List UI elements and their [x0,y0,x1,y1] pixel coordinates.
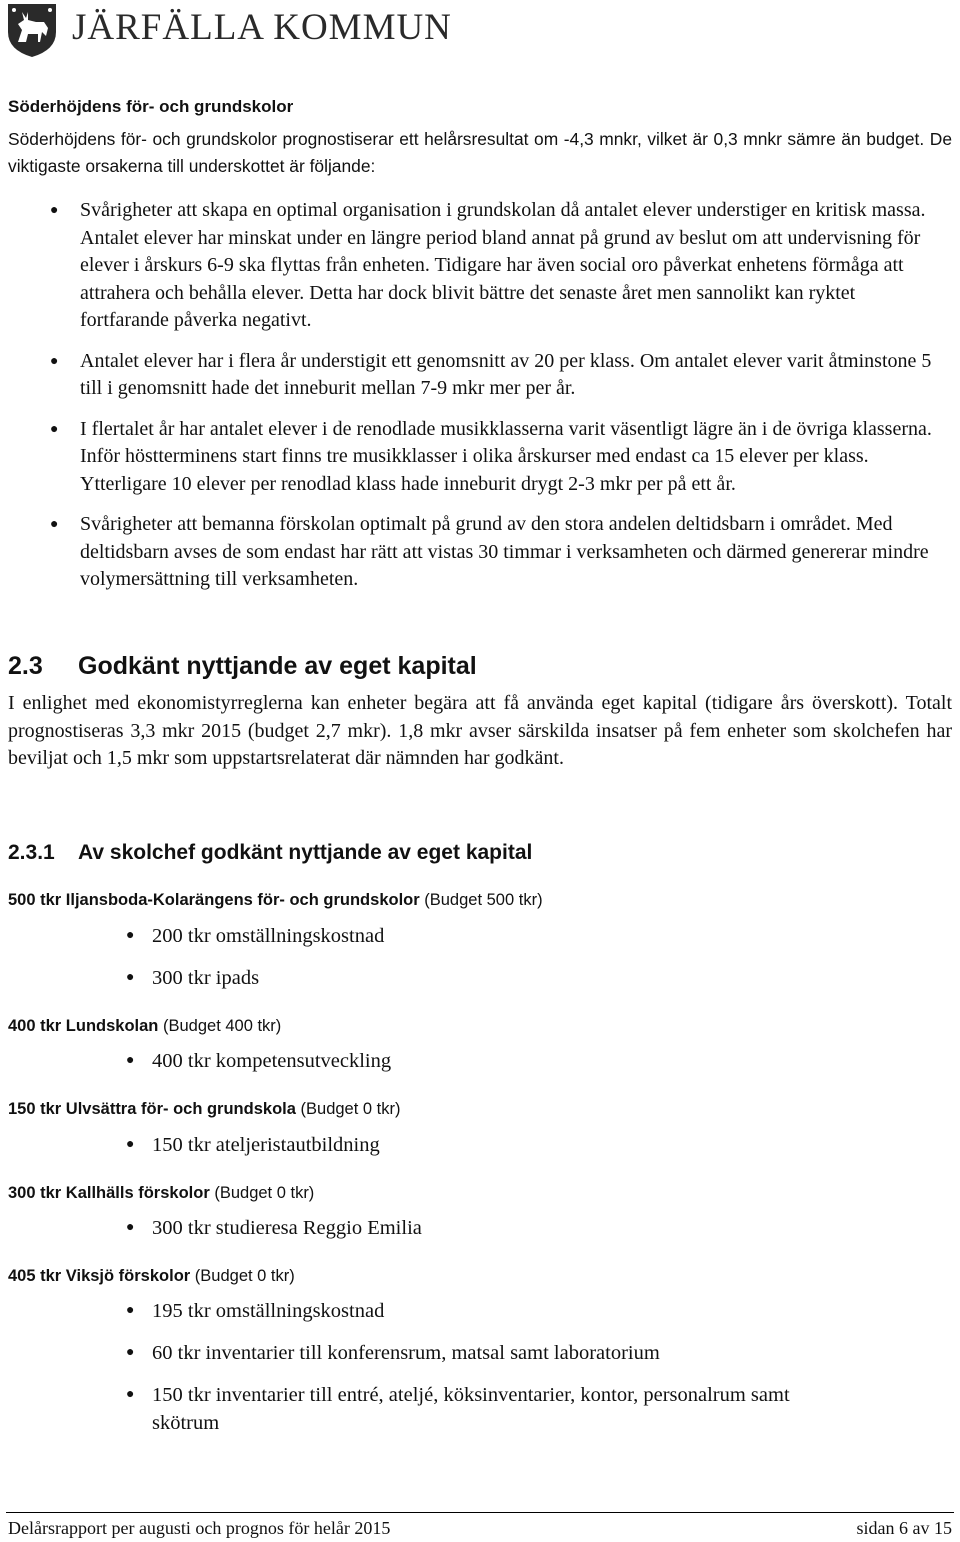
list-item: ● 150 tkr ateljeristautbildning [8,1131,908,1159]
bullet-icon: ● [126,928,135,943]
list-item: ● Svårigheter att bemanna förskolan optimalt på grund av den stora andelen deltidsbarn i området. Med deltidsbarn avses de som endast har rätt att vistas 30 timmar i verksamheten och därmed genererar mindre volymersättning till verksamheten. [50,513,929,590]
page-number: sidan 6 av 15 [856,1518,952,1538]
list-item: ● Antalet elever har i flera år understigit ett genomsnitt av 20 per klass. Om antalet elever varit åtminstone 5 till i genomsnitt hade det inneburit mellan 7-9 mkr mer per år. [50,349,932,399]
list-item: ● 150 tkr inventarier till entré, ateljé, köksinventarier, kontor, personalrum samt skötrum [8,1381,798,1437]
unit-heading: 400 tkr Lundskolan (Budget 400 tkr) [8,1017,282,1035]
footer-title: Delårsrapport per augusti och prognos för helår 2015 [8,1518,391,1538]
bullet-icon: ● [126,1220,135,1235]
section-heading: Söderhöjdens för- och grundskolor [8,97,294,116]
footer-divider [6,1512,954,1513]
bullet-icon: ● [126,1345,135,1360]
unit-items [8,1131,908,1159]
bullet-icon: ● [126,1387,135,1402]
section-2-3-heading: 2.3 Godkänt nyttjande av eget kapital [8,652,477,680]
intro-paragraph: Söderhöjdens för- och grundskolor prognostiserar ett helårsresultat om -4,3 mnkr, vilket är 0,3 mnkr sämre än budget. De viktigaste orsakerna till underskottet är följande: [8,129,952,176]
list-item: ● 195 tkr omställningskostnad [8,1297,798,1325]
unit-heading: 500 tkr Iljansboda-Kolarängens för- och grundskolor (Budget 500 tkr) [8,891,543,909]
unit-items [8,1047,908,1075]
unit-heading: 405 tkr Viksjö förskolor (Budget 0 tkr) [8,1267,295,1285]
bullet-icon: ● [50,203,59,218]
list-item: ● 300 tkr ipads [8,964,908,992]
bullet-icon: ● [126,1137,135,1152]
bullet-icon: ● [126,1303,135,1318]
unit-items [8,1214,908,1242]
bullet-icon: ● [126,1053,135,1068]
bullet-icon: ● [50,353,59,369]
reasons-list [8,197,944,607]
unit-heading: 150 tkr Ulvsättra för- och grundskola (Budget 0 tkr) [8,1100,401,1118]
bullet-icon: ● [50,421,59,437]
bullet-icon: ● [126,970,135,985]
section-2-3-1-heading: 2.3.1 Av skolchef godkänt nyttjande av eget kapital [8,841,533,864]
bullet-icon: ● [50,517,59,532]
unit-items [8,1297,798,1437]
municipality-coat-of-arms-logo [6,2,58,58]
list-item: ● I flertalet år har antalet elever i de renodlade musikklasserna varit väsentligt lägre än i de övriga klasserna. Inför höstterminens start finns tre musikklasser i olika årskurser med endast ca 15 elever per klass. Ytterligare 10 elever per renodlad klass hade inneburit drygt 2-3 mkr per på ett år. [50,417,932,495]
section-2-3-body: I enlighet med ekonomistyrreglerna kan enheter begära att få använda eget kapital (tidigare års överskott). Totalt prognostiseras 3,3 mkr 2015 (budget 2,7 mkr). 1,8 mkr avser särskilda insatser på fem enheter som skolchefen har beviljat och 1,5 mkr som uppstartsrelaterat där nämnden har godkänt. [8,692,952,769]
list-item: ● 200 tkr omställningskostnad [8,922,908,950]
unit-items [8,922,908,992]
list-item: ● Svårigheter att skapa en optimal organisation i grundskolan då antalet elever understiger en kritisk massa. Antalet elever har minskat under en längre period bland annat på grund av beslut om att undervisning för elever i årskurs 6-9 ska flyttas från enheten. Tidigare har även social oro påverkat enhetens förmåga att attrahera och behålla elever. Detta har dock blivit bättre det senaste året men sannolikt kan ryktet fortfarande påverka negativt. [50,199,926,331]
list-item: ● 60 tkr inventarier till konferensrum, matsal samt laboratorium [8,1339,798,1367]
list-item: ● 300 tkr studieresa Reggio Emilia [8,1214,908,1242]
list-item: ● 400 tkr kompetensutveckling [8,1047,908,1075]
org-name: JÄRFÄLLA KOMMUN [72,7,452,48]
unit-heading: 300 tkr Kallhälls förskolor (Budget 0 tkr) [8,1184,315,1202]
